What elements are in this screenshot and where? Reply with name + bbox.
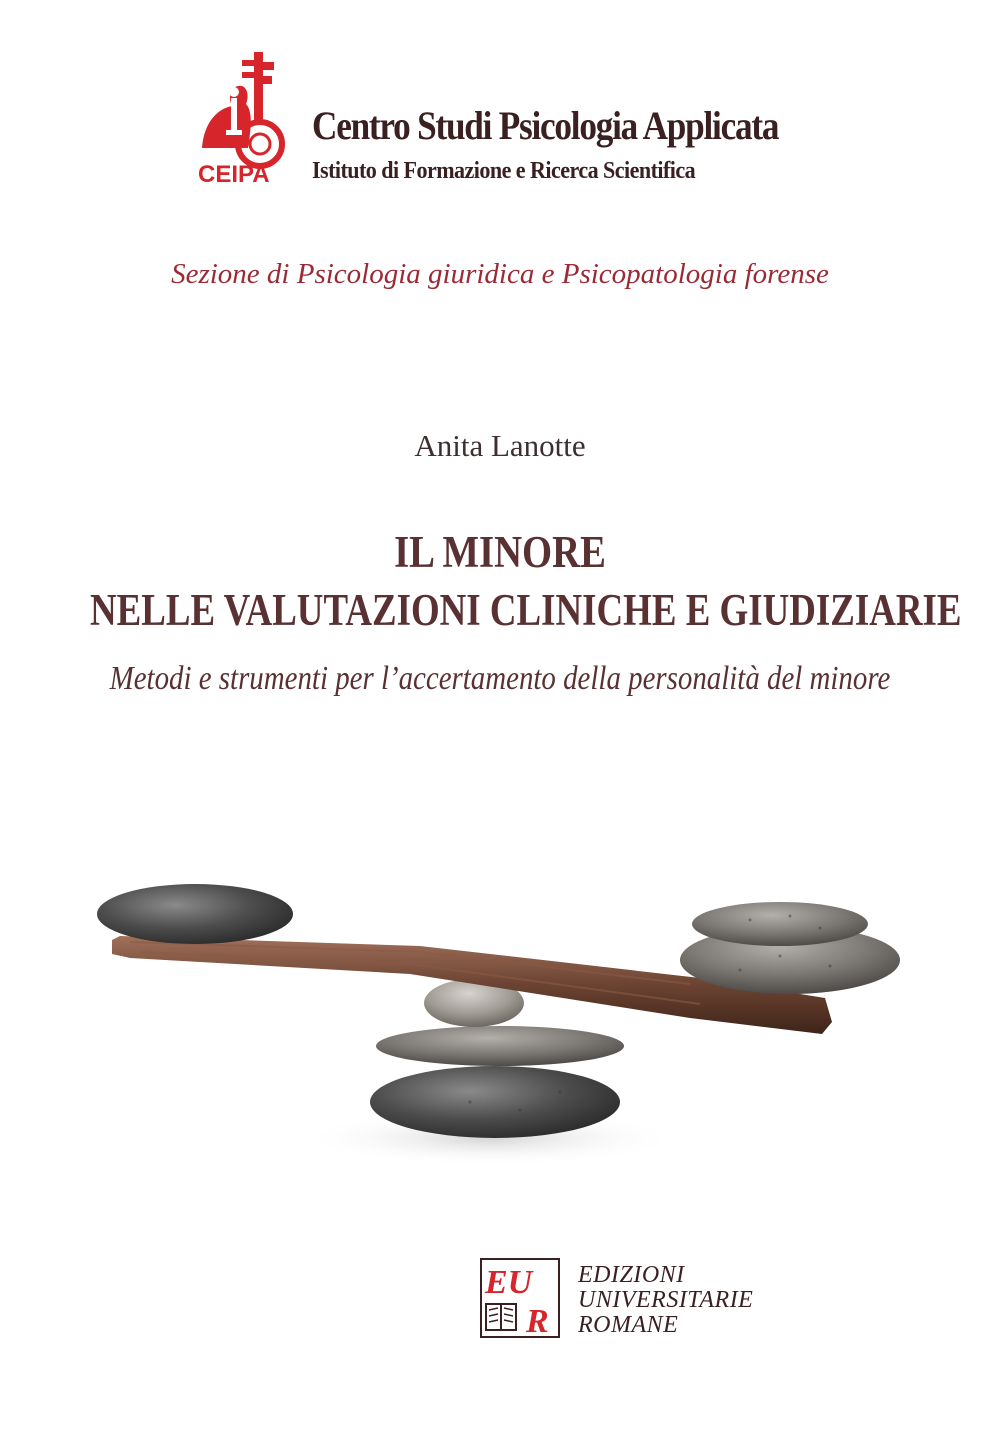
publisher-line-3: ROMANE	[578, 1312, 679, 1338]
institute-name: Centro Studi Psicologia Applicata	[312, 103, 779, 148]
publisher-line-1: EDIZIONI	[578, 1262, 685, 1288]
book-title-line-1: IL MINORE	[394, 527, 606, 577]
ceipa-logo	[198, 48, 298, 188]
balanced-stones-illustration	[90, 870, 910, 1170]
svg-text:EU: EU	[485, 1264, 533, 1301]
section-title: Sezione di Psicologia giuridica e Psicopatologia forense	[171, 258, 829, 290]
author-name: Anita Lanotte	[414, 428, 586, 463]
svg-text:R: R	[526, 1303, 549, 1338]
book-title-line-2: NELLE VALUTAZIONI CLINICHE E GIUDIZIARIE	[90, 585, 962, 635]
institute-subtitle: Istituto di Formazione e Ricerca Scientifica	[312, 158, 696, 184]
eur-logo	[480, 1258, 560, 1338]
book-subtitle: Metodi e strumenti per l’accertamento della personalità del minore	[109, 660, 891, 697]
svg-text:CEIPA: CEIPA	[198, 161, 270, 188]
publisher-line-2: UNIVERSITARIE	[578, 1287, 754, 1313]
